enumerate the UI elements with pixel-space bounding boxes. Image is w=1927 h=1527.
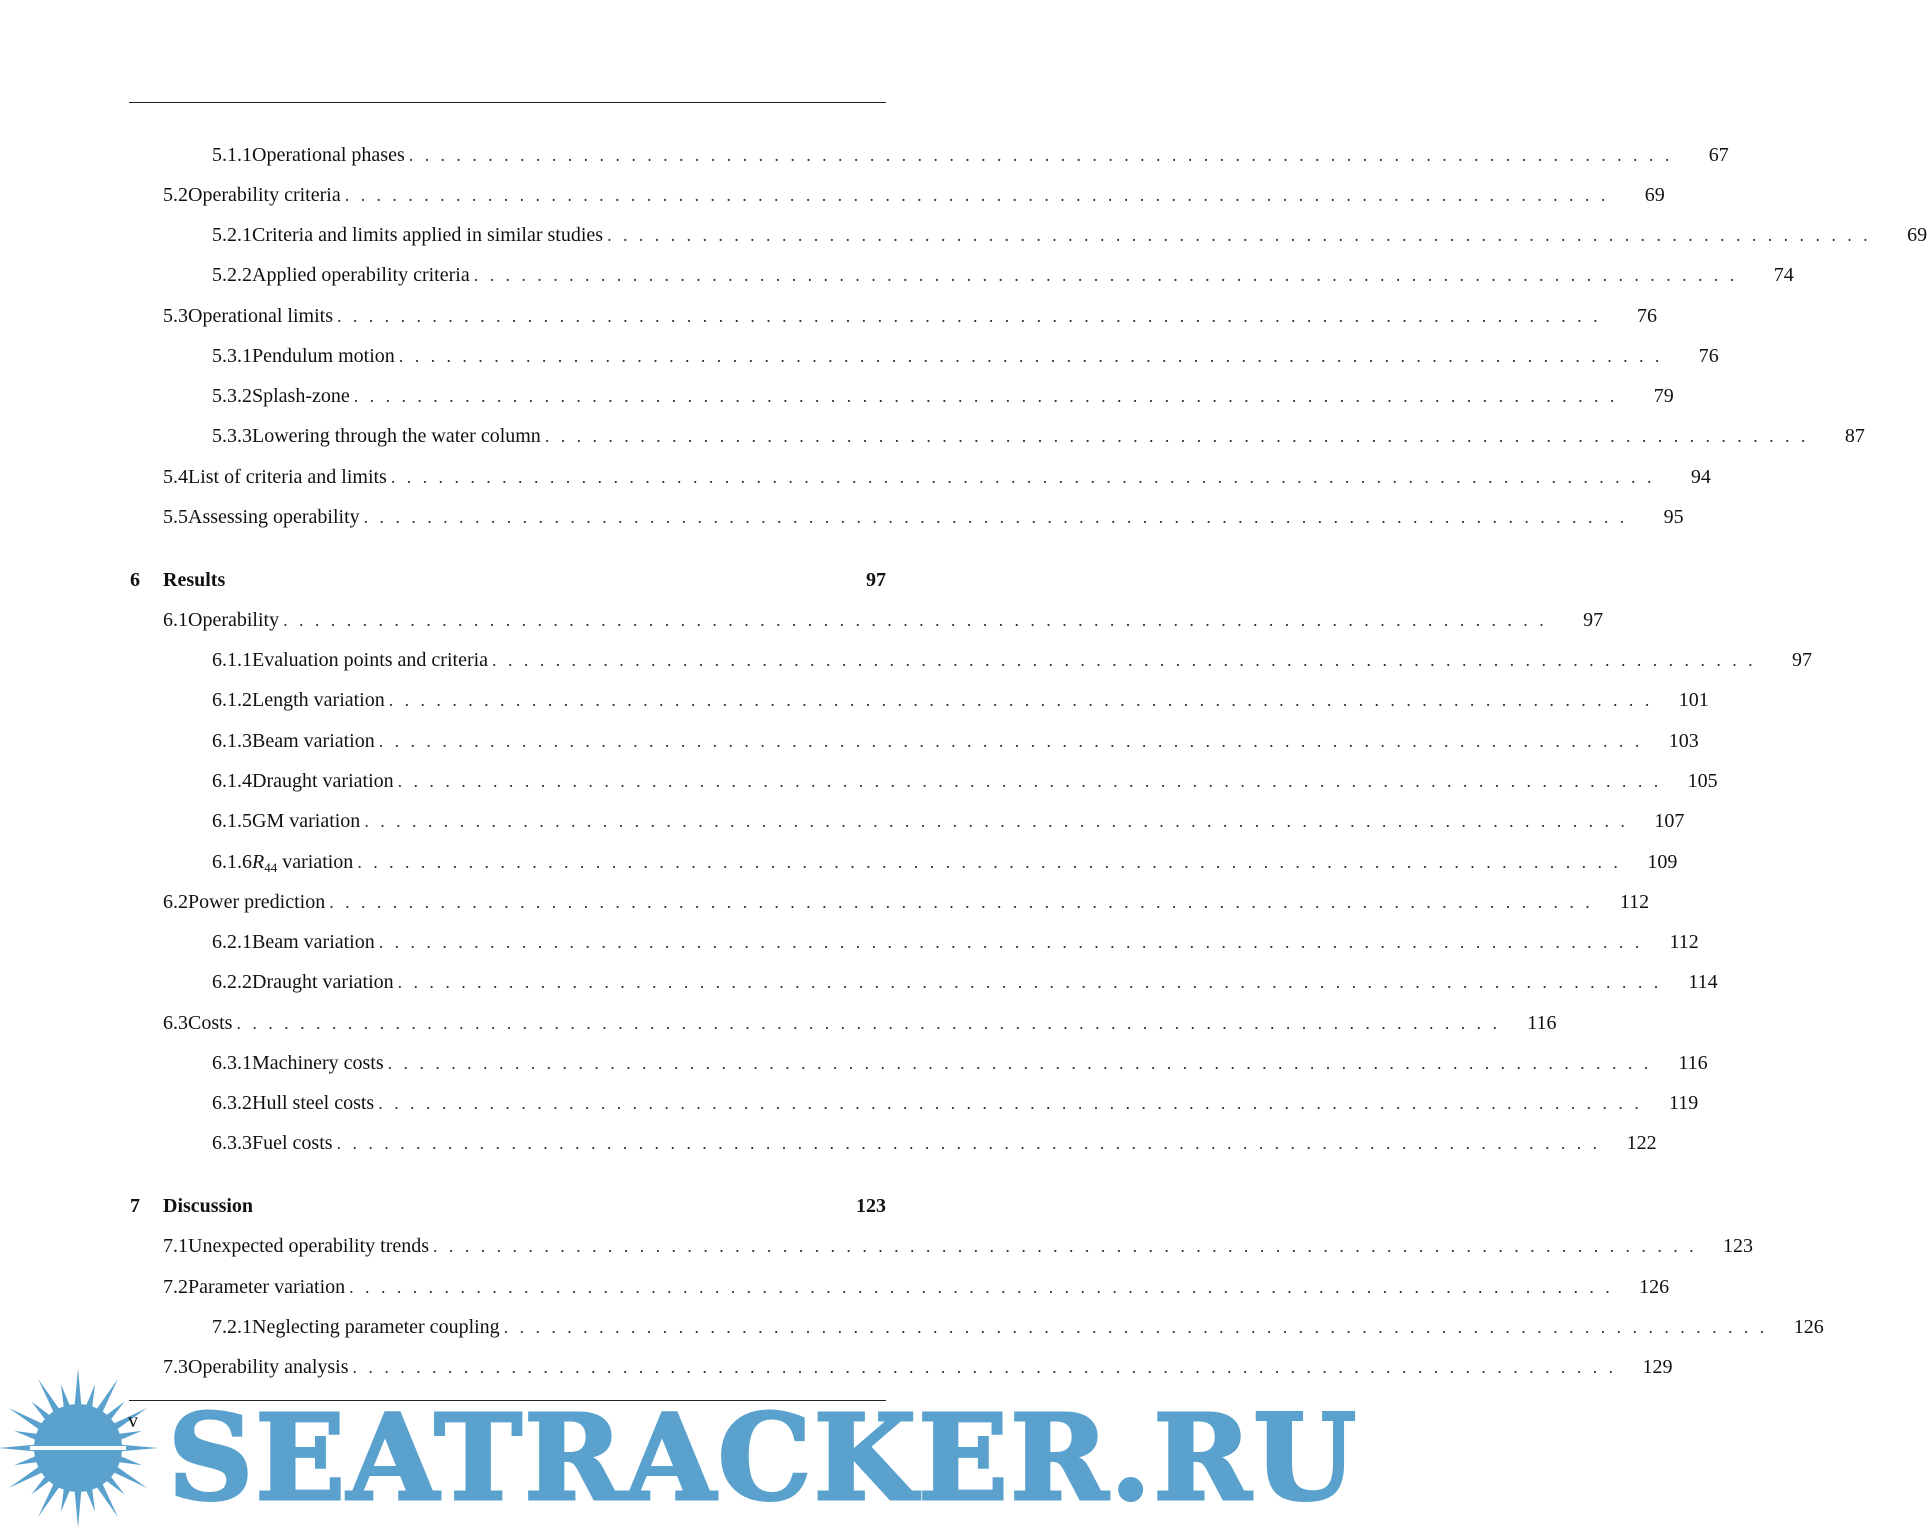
toc-entry-page: 112 xyxy=(1669,931,1699,953)
toc-entry-page: 126 xyxy=(1793,1316,1824,1338)
toc-entry-title: Machinery costs xyxy=(252,1051,388,1075)
toc-entry-section[interactable] xyxy=(163,1234,1754,1258)
toc-entry-subsection[interactable] xyxy=(212,809,1685,833)
toc-entry-section[interactable] xyxy=(163,505,1684,529)
toc-entry-title: Operability xyxy=(188,608,283,632)
sun-ray xyxy=(31,1401,52,1422)
toc-entry-subsection[interactable] xyxy=(212,384,1674,408)
dot-leader: ................................................................................ xyxy=(398,346,1671,366)
toc-entry-section[interactable] xyxy=(163,304,1657,328)
toc-entry-title: Parameter variation xyxy=(188,1275,349,1299)
sun-ray xyxy=(61,1384,71,1410)
dot-leader: ................................................................................ xyxy=(492,650,1765,670)
dot-leader: ................................................................................ xyxy=(336,306,1609,326)
dot-leader: ................................................................................ xyxy=(378,932,1651,952)
dot-leader: ................................................................................ xyxy=(357,852,1630,872)
dot-leader: ................................................................................ xyxy=(397,771,1670,791)
dot-leader: ................................................................................ xyxy=(363,507,1636,527)
toc-entry-page: 122 xyxy=(1626,1132,1657,1154)
toc-entry-page: 119 xyxy=(1668,1092,1699,1114)
toc-entry-number: 6.2.2 xyxy=(212,971,252,993)
toc-entry-title: Lowering through the water column xyxy=(252,424,545,448)
toc-entry-number: 5.4 xyxy=(163,466,188,488)
toc-entry-title: Assessing operability xyxy=(188,505,364,529)
toc-entry-number: 5.2.2 xyxy=(212,264,252,286)
toc-entry-section[interactable] xyxy=(163,465,1711,489)
sun-ray xyxy=(74,1368,81,1408)
toc-entry-number: 5.3 xyxy=(163,305,188,327)
toc-entry-page: 116 xyxy=(1678,1052,1708,1074)
toc-entry-page: 79 xyxy=(1653,385,1674,407)
toc-entry-subsection[interactable] xyxy=(212,1315,1824,1339)
toc-entry-section[interactable] xyxy=(163,183,1665,207)
toc-entry-page: 95 xyxy=(1663,506,1684,528)
toc-entry-page: 114 xyxy=(1688,971,1718,993)
toc-entry-subsection[interactable] xyxy=(212,344,1719,368)
sun-ray xyxy=(31,1474,52,1495)
toc-entry-number: 6.2 xyxy=(163,891,188,913)
toc-entry-chapter[interactable] xyxy=(130,568,886,592)
toc-entry-page: 69 xyxy=(1644,184,1665,206)
toc-entry-page: 76 xyxy=(1636,305,1657,327)
dot-leader: ................................................................................ xyxy=(349,1277,1622,1297)
toc-entry-page: 112 xyxy=(1619,891,1650,913)
toc-entry-number: 5.1.1 xyxy=(212,144,252,166)
toc-entry-page: 126 xyxy=(1639,1276,1670,1298)
toc-entry-title: Draught variation xyxy=(252,970,398,994)
toc-entry-section[interactable] xyxy=(163,1011,1557,1035)
toc-entry-page: 97 xyxy=(866,569,886,591)
sun-ray xyxy=(85,1486,95,1512)
dot-leader: ................................................................................ xyxy=(408,145,1681,165)
toc-entry-title: Operability analysis xyxy=(188,1355,353,1379)
toc-entry-title: Results xyxy=(163,568,229,592)
toc-entry-subsection[interactable] xyxy=(212,930,1699,954)
toc-entry-title: Fuel costs xyxy=(252,1131,337,1155)
dot-leader: ................................................................................ xyxy=(353,386,1626,406)
sun-ray xyxy=(14,1455,40,1465)
dot-leader: ................................................................................ xyxy=(388,690,1661,710)
dot-leader: ................................................................................ xyxy=(378,731,1651,751)
toc-entry-title: Evaluation points and criteria xyxy=(252,648,492,672)
dot-leader: ................................................................................ xyxy=(397,972,1670,992)
dot-leader: ................................................................................ xyxy=(503,1317,1776,1337)
toc-entry-section[interactable] xyxy=(163,890,1650,914)
toc-entry-page: 129 xyxy=(1642,1356,1673,1378)
toc-entry-page: 123 xyxy=(1723,1235,1754,1257)
header-rule xyxy=(129,102,886,103)
toc-entry-title: Power prediction xyxy=(188,890,329,914)
dot-leader: ................................................................................ xyxy=(364,811,1637,831)
toc-entry-subsection[interactable] xyxy=(212,688,1709,712)
toc-entry-number: 6.1.3 xyxy=(212,730,252,752)
toc-entry-subsection[interactable] xyxy=(212,1051,1708,1075)
toc-entry-title: Unexpected operability trends xyxy=(188,1234,433,1258)
toc-entry-subsection[interactable] xyxy=(212,263,1794,287)
toc-entry-page: 94 xyxy=(1690,466,1711,488)
toc-entry-number: 5.5 xyxy=(163,506,188,528)
toc-entry-title: Criteria and limits applied in similar studies xyxy=(252,223,607,247)
toc-entry-number: 6.1.4 xyxy=(212,770,252,792)
toc-entry-number: 6.1.5 xyxy=(212,810,252,832)
dot-leader: ................................................................................ xyxy=(352,1357,1625,1377)
sun-ray xyxy=(104,1401,125,1422)
toc-entry-title: Hull steel costs xyxy=(252,1091,378,1115)
toc-entry-number: 6.3.2 xyxy=(212,1092,252,1114)
toc-entry-subsection[interactable] xyxy=(212,850,1678,880)
toc-entry-page: 116 xyxy=(1527,1012,1557,1034)
toc-entry-title-text: variation xyxy=(282,851,354,873)
toc-entry-subsection[interactable] xyxy=(212,769,1718,793)
toc-entry-title xyxy=(252,850,357,880)
toc-entry-title: Costs xyxy=(188,1011,236,1035)
dot-leader: ................................................................................ xyxy=(378,1093,1651,1113)
toc-entry-number: 6 xyxy=(130,569,140,591)
toc-entry-title: Applied operability criteria xyxy=(252,263,474,287)
toc-entry-number: 5.2 xyxy=(163,184,188,206)
sun-ray xyxy=(104,1474,125,1495)
toc-entry-page: 107 xyxy=(1654,810,1685,832)
toc-entry-subsection[interactable] xyxy=(212,223,1927,247)
toc-entry-page: 109 xyxy=(1647,851,1678,873)
dot-leader: ................................................................................ xyxy=(607,225,1880,245)
toc-entry-title: Draught variation xyxy=(252,769,398,793)
dot-leader: ................................................................................ xyxy=(544,426,1817,446)
dot-leader: ................................................................................ xyxy=(283,610,1556,630)
watermark-text: SEATRACKER.RU xyxy=(168,1388,1359,1527)
sun-ray xyxy=(74,1488,81,1527)
toc-entry-page: 101 xyxy=(1678,689,1709,711)
sun-ray xyxy=(116,1455,142,1465)
dot-leader: ................................................................................ xyxy=(344,185,1617,205)
toc-entry-number: 6.3.1 xyxy=(212,1052,252,1074)
toc-entry-title: Length variation xyxy=(252,688,389,712)
toc-entry-number: 6.3.3 xyxy=(212,1132,252,1154)
toc-entry-page: 97 xyxy=(1583,609,1604,631)
toc-entry-page: 76 xyxy=(1698,345,1719,367)
sun-ray xyxy=(14,1431,40,1441)
toc-entry-subsection[interactable] xyxy=(212,143,1729,167)
toc-entry-number: 6.1.2 xyxy=(212,689,252,711)
toc-entry-number: 5.2.1 xyxy=(212,224,252,246)
toc-entry-page: 97 xyxy=(1792,649,1813,671)
sun-ray xyxy=(85,1384,95,1410)
toc-entry-number: 6.1 xyxy=(163,609,188,631)
dot-leader: ................................................................................ xyxy=(236,1013,1509,1033)
toc-entry-subsection[interactable] xyxy=(212,1131,1657,1155)
toc-entry-title: Discussion xyxy=(163,1194,257,1218)
toc-entry-number: 5.3.2 xyxy=(212,385,252,407)
toc-entry-subsection[interactable] xyxy=(212,648,1813,672)
toc-entry-title: Operational phases xyxy=(252,143,409,167)
toc-entry-number: 7.2 xyxy=(163,1276,188,1298)
toc-entry-number: 6.1.1 xyxy=(212,649,252,671)
toc-entry-number: 7 xyxy=(130,1195,140,1217)
toc-entry-number: 6.1.6 xyxy=(212,851,252,873)
toc-entry-subsection[interactable] xyxy=(212,1091,1699,1115)
toc-entry-subsection[interactable] xyxy=(212,970,1718,994)
toc-entry-title: List of criteria and limits xyxy=(188,465,391,489)
toc-entry-section[interactable] xyxy=(163,1275,1670,1299)
sun-icon xyxy=(0,1368,158,1527)
toc-entry-subsection[interactable] xyxy=(212,729,1699,753)
horizon-line xyxy=(30,1446,126,1450)
footer-page-number: v xyxy=(128,1410,138,1432)
dot-leader: ................................................................................ xyxy=(329,892,1602,912)
toc-entry-title: Operability criteria xyxy=(188,183,345,207)
dot-leader: ................................................................................ xyxy=(390,467,1663,487)
toc-entry-number: 7.3 xyxy=(163,1356,188,1378)
sun-ray xyxy=(61,1486,71,1512)
toc-entry-title: Beam variation xyxy=(252,729,379,753)
dot-leader: ................................................................................ xyxy=(473,265,1746,285)
math-symbol: R xyxy=(252,851,265,873)
toc-entry-number: 7.2.1 xyxy=(212,1316,252,1338)
toc-entry-title: GM variation xyxy=(252,809,364,833)
toc-entry-page: 74 xyxy=(1773,264,1794,286)
toc-entry-number: 7.1 xyxy=(163,1235,188,1257)
toc-entry-title: Operational limits xyxy=(188,304,337,328)
toc-entry-title: Neglecting parameter coupling xyxy=(252,1315,504,1339)
toc-entry-page: 87 xyxy=(1844,425,1865,447)
toc-entry-title: Pendulum motion xyxy=(252,344,399,368)
dot-leader: ................................................................................ xyxy=(336,1133,1609,1153)
toc-entry-chapter[interactable] xyxy=(130,1194,886,1218)
toc-entry-number: 5.3.1 xyxy=(212,345,252,367)
toc-entry-page: 103 xyxy=(1668,730,1699,752)
toc-entry-title: Beam variation xyxy=(252,930,379,954)
toc-entry-page: 69 xyxy=(1907,224,1927,246)
toc-entry-subsection[interactable] xyxy=(212,424,1865,448)
toc-entry-page: 67 xyxy=(1708,144,1729,166)
toc-entry-number: 6.3 xyxy=(163,1012,188,1034)
toc-entry-number: 6.2.1 xyxy=(212,931,252,953)
dot-leader: ................................................................................ xyxy=(433,1236,1706,1256)
dot-leader: ................................................................................ xyxy=(387,1053,1660,1073)
toc-entry-title: Splash-zone xyxy=(252,384,354,408)
math-subscript: 44 xyxy=(264,860,278,875)
toc-entry-number: 5.3.3 xyxy=(212,425,252,447)
toc-entry-page: 105 xyxy=(1687,770,1718,792)
toc-entry-page: 123 xyxy=(856,1195,886,1217)
toc-entry-section[interactable] xyxy=(163,608,1604,632)
